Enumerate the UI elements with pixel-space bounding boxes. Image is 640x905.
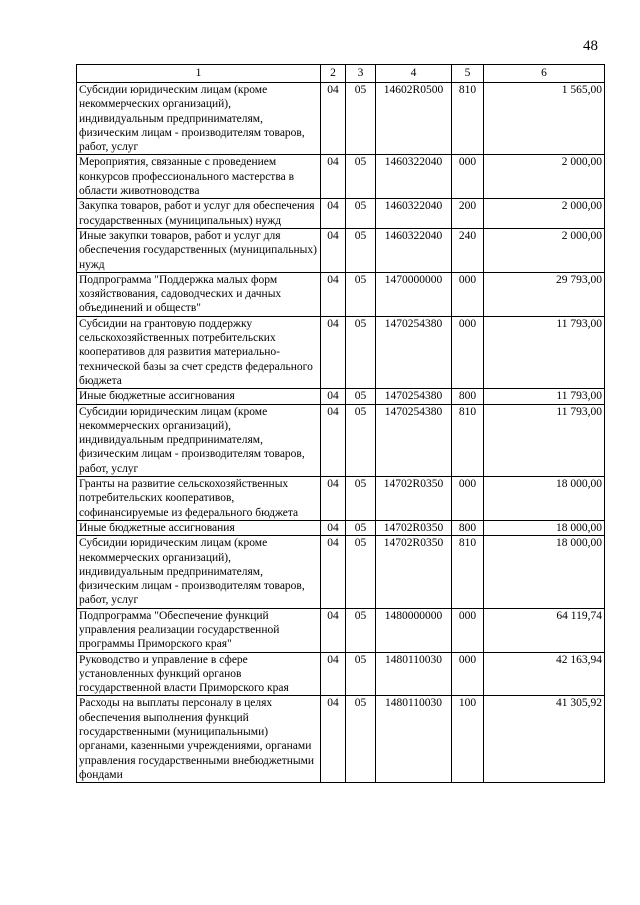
table-row xyxy=(77,520,605,535)
row-subsection-cell: 05 xyxy=(346,316,376,388)
row-section-cell: 04 xyxy=(321,608,346,652)
row-subsection-cell: 05 xyxy=(346,199,376,229)
row-expense-type-cell: 810 xyxy=(452,404,484,476)
row-subsection-cell: 05 xyxy=(346,228,376,272)
table-row xyxy=(77,272,605,316)
row-name-cell: Иные бюджетные ассигнования xyxy=(77,520,321,535)
header-cell-2: 2 xyxy=(321,65,346,83)
row-section-cell: 04 xyxy=(321,652,346,696)
table-row xyxy=(77,652,605,696)
row-subsection-cell: 05 xyxy=(346,477,376,521)
budget-table-body xyxy=(77,83,605,783)
row-subsection-cell: 05 xyxy=(346,696,376,783)
table-row xyxy=(77,608,605,652)
row-section-cell: 04 xyxy=(321,404,346,476)
row-subsection-cell: 05 xyxy=(346,404,376,476)
row-amount-cell: 18 000,00 xyxy=(484,520,605,535)
row-target-code-cell: 1480110030 xyxy=(376,652,452,696)
table-row xyxy=(77,404,605,476)
row-section-cell: 04 xyxy=(321,272,346,316)
row-target-code-cell: 1480110030 xyxy=(376,696,452,783)
table-row xyxy=(77,316,605,388)
row-target-code-cell: 1460322040 xyxy=(376,155,452,199)
header-cell-6: 6 xyxy=(484,65,605,83)
row-section-cell: 04 xyxy=(321,199,346,229)
row-amount-cell: 42 163,94 xyxy=(484,652,605,696)
table-row xyxy=(77,83,605,155)
row-target-code-cell: 14702R0350 xyxy=(376,520,452,535)
row-expense-type-cell: 810 xyxy=(452,83,484,155)
row-subsection-cell: 05 xyxy=(346,536,376,608)
table-row xyxy=(77,228,605,272)
row-expense-type-cell: 000 xyxy=(452,316,484,388)
row-section-cell: 04 xyxy=(321,536,346,608)
row-target-code-cell: 1460322040 xyxy=(376,199,452,229)
row-amount-cell: 2 000,00 xyxy=(484,155,605,199)
header-row xyxy=(77,65,605,83)
table-row xyxy=(77,389,605,404)
row-target-code-cell: 14702R0350 xyxy=(376,477,452,521)
row-name-cell: Субсидии юридическим лицам (кроме некоммерческих организаций), индивидуальным предпринимателям, физическим лицам - производителям товаров, работ, услуг xyxy=(77,404,321,476)
row-name-cell: Подпрограмма "Поддержка малых форм хозяйствования, садоводческих и дачных объединений и обществ" xyxy=(77,272,321,316)
row-expense-type-cell: 800 xyxy=(452,389,484,404)
row-amount-cell: 1 565,00 xyxy=(484,83,605,155)
row-expense-type-cell: 000 xyxy=(452,272,484,316)
row-subsection-cell: 05 xyxy=(346,520,376,535)
row-name-cell: Субсидии юридическим лицам (кроме некоммерческих организаций), индивидуальным предпринимателям, физическим лицам - производителям товаров, работ, услуг xyxy=(77,83,321,155)
row-amount-cell: 2 000,00 xyxy=(484,228,605,272)
row-section-cell: 04 xyxy=(321,155,346,199)
row-target-code-cell: 14702R0350 xyxy=(376,536,452,608)
row-expense-type-cell: 000 xyxy=(452,155,484,199)
row-section-cell: 04 xyxy=(321,696,346,783)
table-row xyxy=(77,696,605,783)
row-subsection-cell: 05 xyxy=(346,83,376,155)
row-name-cell: Расходы на выплаты персоналу в целях обеспечения выполнения функций государственными (муниципальными) органами, казенными учреждениями, органами управления государственными внебюджетными фондами xyxy=(77,696,321,783)
row-expense-type-cell: 100 xyxy=(452,696,484,783)
row-amount-cell: 2 000,00 xyxy=(484,199,605,229)
table-row xyxy=(77,199,605,229)
row-subsection-cell: 05 xyxy=(346,652,376,696)
row-amount-cell: 18 000,00 xyxy=(484,536,605,608)
row-amount-cell: 11 793,00 xyxy=(484,316,605,388)
row-name-cell: Закупка товаров, работ и услуг для обеспечения государственных (муниципальных) нужд xyxy=(77,199,321,229)
row-expense-type-cell: 800 xyxy=(452,520,484,535)
row-name-cell: Субсидии юридическим лицам (кроме некоммерческих организаций), индивидуальным предпринимателям, физическим лицам - производителям товаров, работ, услуг xyxy=(77,536,321,608)
row-section-cell: 04 xyxy=(321,477,346,521)
row-expense-type-cell: 000 xyxy=(452,477,484,521)
row-amount-cell: 18 000,00 xyxy=(484,477,605,521)
row-expense-type-cell: 000 xyxy=(452,608,484,652)
row-expense-type-cell: 000 xyxy=(452,652,484,696)
header-cell-3: 3 xyxy=(346,65,376,83)
row-target-code-cell: 1470254380 xyxy=(376,316,452,388)
row-target-code-cell: 1470000000 xyxy=(376,272,452,316)
row-amount-cell: 11 793,00 xyxy=(484,389,605,404)
row-expense-type-cell: 200 xyxy=(452,199,484,229)
row-section-cell: 04 xyxy=(321,316,346,388)
row-amount-cell: 11 793,00 xyxy=(484,404,605,476)
budget-table xyxy=(76,64,605,783)
row-name-cell: Руководство и управление в сфере установленных функций органов государственной власти Приморского края xyxy=(77,652,321,696)
header-cell-1: 1 xyxy=(77,65,321,83)
row-expense-type-cell: 810 xyxy=(452,536,484,608)
row-subsection-cell: 05 xyxy=(346,608,376,652)
row-subsection-cell: 05 xyxy=(346,155,376,199)
row-section-cell: 04 xyxy=(321,83,346,155)
row-amount-cell: 29 793,00 xyxy=(484,272,605,316)
row-target-code-cell: 14602R0500 xyxy=(376,83,452,155)
header-cell-4: 4 xyxy=(376,65,452,83)
row-expense-type-cell: 240 xyxy=(452,228,484,272)
row-section-cell: 04 xyxy=(321,228,346,272)
row-name-cell: Мероприятия, связанные с проведением конкурсов профессионального мастерства в области животноводства xyxy=(77,155,321,199)
page-number: 48 xyxy=(583,38,598,54)
table-row xyxy=(77,477,605,521)
row-target-code-cell: 1470254380 xyxy=(376,404,452,476)
header-cell-5: 5 xyxy=(452,65,484,83)
row-target-code-cell: 1470254380 xyxy=(376,389,452,404)
row-subsection-cell: 05 xyxy=(346,272,376,316)
row-target-code-cell: 1480000000 xyxy=(376,608,452,652)
row-name-cell: Субсидии на грантовую поддержку сельскохозяйственных потребительских кооперативов для развития материально-технической базы за счет средств федерального бюджета xyxy=(77,316,321,388)
row-name-cell: Гранты на развитие сельскохозяйственных потребительских кооперативов, софинансируемые из федерального бюджета xyxy=(77,477,321,521)
row-subsection-cell: 05 xyxy=(346,389,376,404)
row-section-cell: 04 xyxy=(321,520,346,535)
row-name-cell: Иные закупки товаров, работ и услуг для обеспечения государственных (муниципальных) нужд xyxy=(77,228,321,272)
table-row xyxy=(77,536,605,608)
row-name-cell: Иные бюджетные ассигнования xyxy=(77,389,321,404)
table-row xyxy=(77,155,605,199)
row-section-cell: 04 xyxy=(321,389,346,404)
row-amount-cell: 64 119,74 xyxy=(484,608,605,652)
row-target-code-cell: 1460322040 xyxy=(376,228,452,272)
row-name-cell: Подпрограмма "Обеспечение функций управления реализации государственной программы Приморского края" xyxy=(77,608,321,652)
row-amount-cell: 41 305,92 xyxy=(484,696,605,783)
